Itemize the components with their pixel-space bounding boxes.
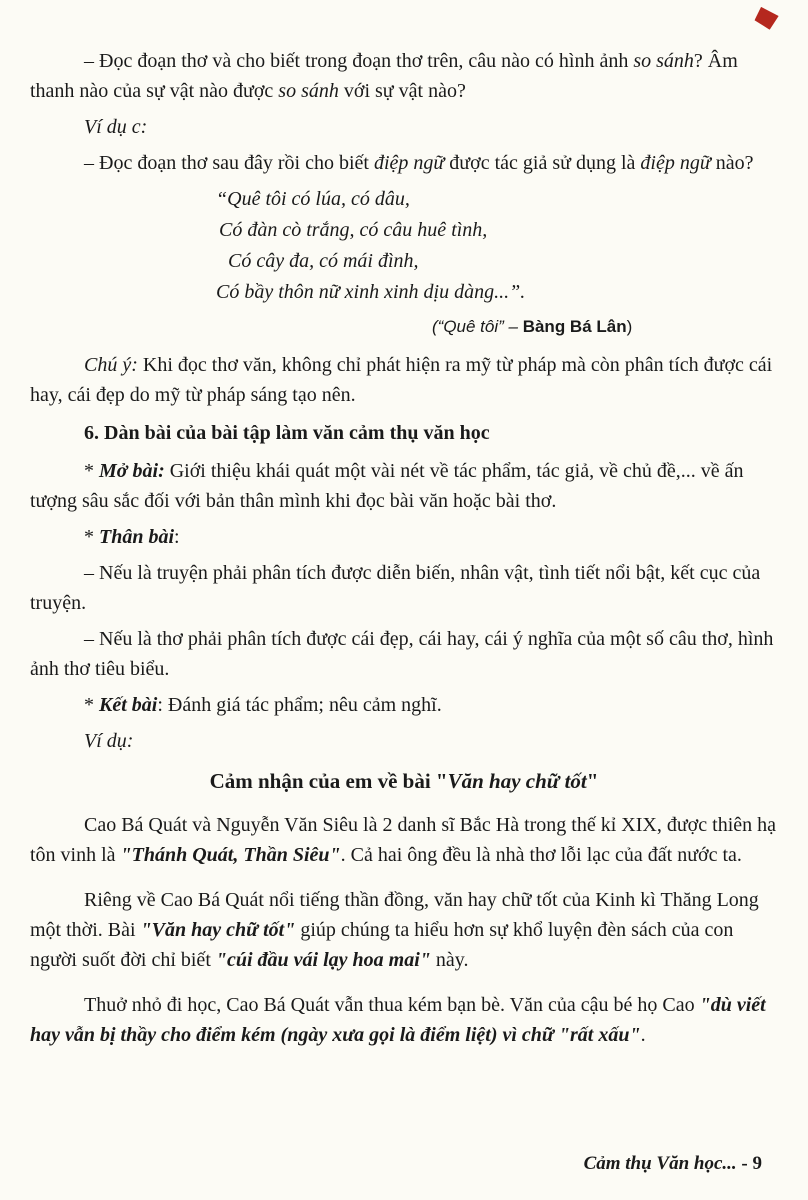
question-diep-ngu: – Đọc đoạn thơ sau đây rồi cho biết điệp ngữ được tác giả sử dụng là điệp ngữ nào? [84, 152, 754, 174]
poem-line: Có đàn cò trắng, có câu huê tình, [219, 219, 488, 241]
outline-mo-bai: * Mở bài: Giới thiệu khái quát một vài nét về tác phẩm, tác giả, về chủ đề,... về ấn tượng sâu sắc đối với bản thân mình khi đọc bài văn hoặc bài thơ. [30, 460, 744, 512]
poem-line: “Quê tôi có lúa, có dâu, [216, 188, 410, 210]
outline-ket-bai: * Kết bài: Đánh giá tác phẩm; nêu cảm nghĩ. [84, 694, 442, 716]
question-so-sanh: – Đọc đoạn thơ và cho biết trong đoạn thơ trên, câu nào có hình ảnh so sánh? Âm thanh nào của sự vật nào được so sánh với sự vật nào? [30, 50, 738, 102]
essay-paragraph-3: Thuở nhỏ đi học, Cao Bá Quát vẫn thua kém bạn bè. Văn của cậu bé họ Cao "dù viết hay vẫn bị thầy cho điểm kém (ngày xưa gọi là điểm liệt) vì chữ "rất xấu". [30, 994, 766, 1046]
poem-attribution: (“Quê tôi” – Bàng Bá Lân) [432, 317, 633, 336]
corner-mark [753, 6, 779, 31]
poem [216, 184, 778, 308]
outline-tho: – Nếu là thơ phải phân tích được cái đẹp, cái hay, cái ý nghĩa của một số câu thơ, hình ảnh thơ tiêu biểu. [30, 628, 774, 680]
note-chu-y: Chú ý: Khi đọc thơ văn, không chỉ phát hiện ra mỹ từ pháp mà còn phân tích được cái hay, cái đẹp do mỹ từ pháp sáng tạo nên. [30, 354, 773, 406]
essay-paragraph-2: Riêng về Cao Bá Quát nổi tiếng thần đồng, văn hay chữ tốt của Kinh kì Thăng Long một thời. Bài "Văn hay chữ tốt" giúp chúng ta hiểu hơn sự khổ luyện đèn sách của con người suốt đời chỉ biết "cúi đầu vái lạy hoa mai" này. [30, 889, 759, 971]
page-footer: Cảm thụ Văn học... - 9 [583, 1153, 762, 1174]
example-c-label: Ví dụ c: [84, 116, 148, 138]
outline-than-bai: * Thân bài: [84, 526, 180, 548]
poem-line: Có cây đa, có mái đình, [228, 250, 419, 272]
example-label: Ví dụ: [84, 730, 134, 752]
section-6-heading: 6. Dàn bài của bài tập làm văn cảm thụ văn học [84, 422, 490, 444]
essay-title: Cảm nhận của em về bài "Văn hay chữ tốt" [209, 769, 599, 793]
outline-truyen: – Nếu là truyện phải phân tích được diễn biến, nhân vật, tình tiết nổi bật, kết cục của truyện. [30, 562, 761, 614]
essay-paragraph-1: Cao Bá Quát và Nguyễn Văn Siêu là 2 danh sĩ Bắc Hà trong thế kỉ XIX, được thiên hạ tôn vinh là "Thánh Quát, Thần Siêu". Cả hai ông đều là nhà thơ lỗi lạc của đất nước ta. [30, 814, 777, 866]
poem-line: Có bầy thôn nữ xinh xinh dịu dàng...”. [216, 281, 526, 303]
